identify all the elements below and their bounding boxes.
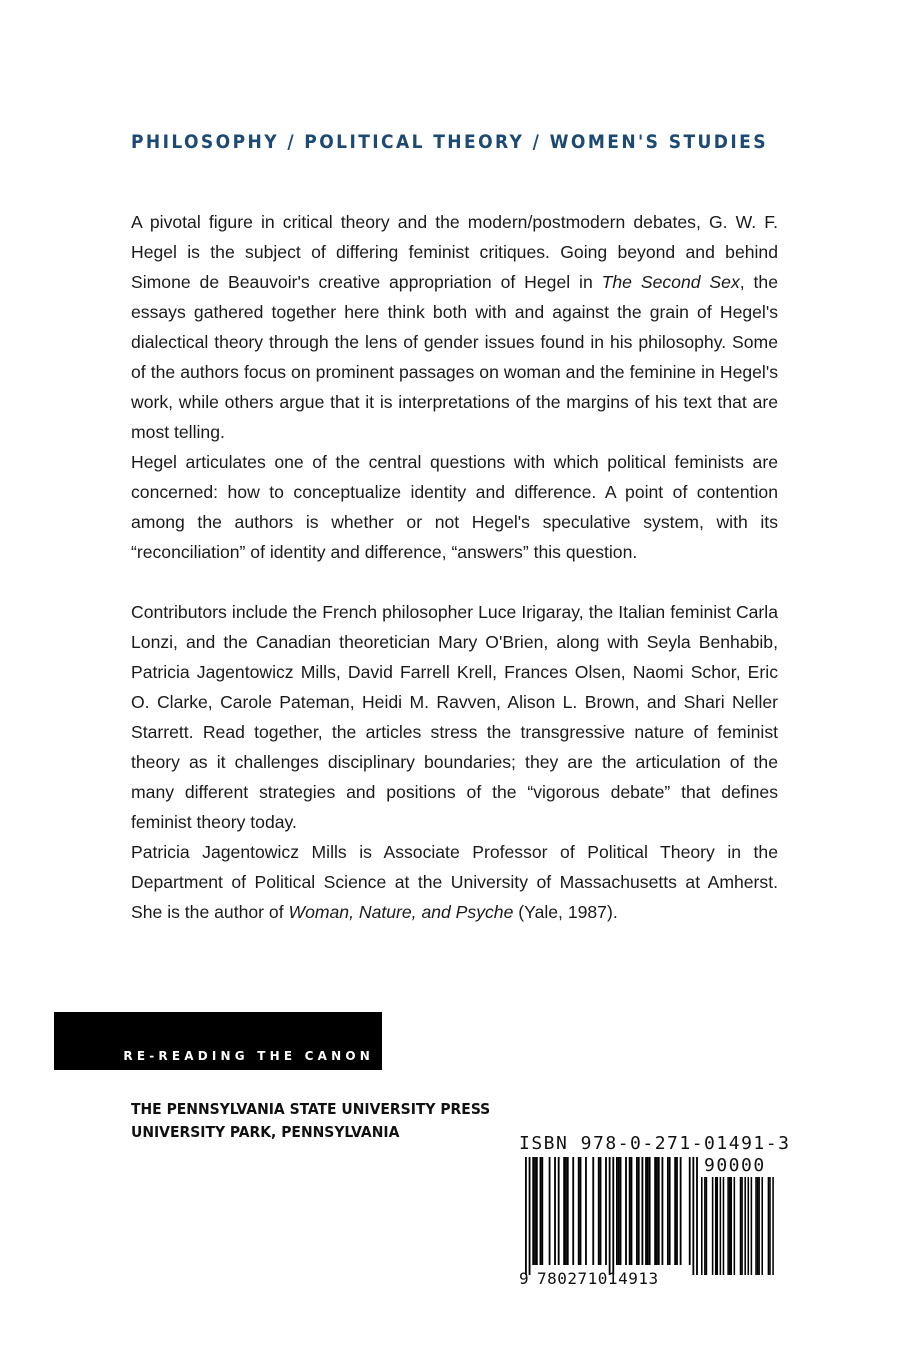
addon-bar — [717, 1177, 719, 1275]
barcode-bar — [625, 1157, 627, 1265]
barcode-bar — [600, 1157, 602, 1265]
barcode-bar — [585, 1157, 587, 1265]
barcode-digits: 780271014913 — [537, 1269, 659, 1288]
barcode-bar — [565, 1157, 567, 1265]
barcode-bar — [563, 1157, 565, 1265]
book-title-the-second-sex: The Second Sex — [601, 272, 740, 292]
barcode-bar — [567, 1157, 569, 1265]
barcode-bar — [636, 1157, 638, 1265]
addon-bar — [729, 1177, 731, 1275]
description-paragraph-2: Hegel articulates one of the central questions with which political feminists are concerned: how to conceptualize identity and difference. A point of contention among the authors is whether or not Hegel's speculative system, with its “reconciliation” of identity and difference, “answers” this question. — [131, 452, 778, 562]
barcode-bar — [609, 1157, 611, 1275]
addon-bar — [768, 1177, 770, 1275]
contributors-paragraph: Contributors include the French philosopher Luce Irigaray, the Italian feminist Carla Lonzi, and the Canadian theoretician Mary O'Brien, along with Seyla Benhabib, Patricia Jagentowicz Mills, David Farrell Krell, Frances Olsen, Naomi Schor, Eric O. Clarke, Carole Pateman, Heidi M. Ravven, Alison L. Brown, and Shari Neller Starrett. Read together, the articles stress the transgressive nature of feminist theory as it challenges disciplinary boundaries; they are the articulation of the many different strategies and positions of the “vigorous debate” that defines feminist theory today. — [131, 602, 778, 832]
barcode-bar — [638, 1157, 640, 1265]
barcode-bar — [578, 1157, 580, 1265]
series-label: RE-READING THE CANON — [123, 1049, 374, 1063]
addon-bar — [751, 1177, 753, 1275]
author-book-title: Woman, Nature, and Psyche — [288, 902, 514, 922]
barcode-bar — [662, 1157, 664, 1265]
price-code: 90000 — [704, 1155, 766, 1176]
barcode-bar — [612, 1157, 614, 1275]
barcode-bar — [676, 1157, 678, 1265]
barcode-bar — [558, 1157, 560, 1265]
addon-bar — [734, 1177, 736, 1275]
barcode-bar — [572, 1157, 574, 1265]
barcode-bar — [618, 1157, 620, 1265]
barcode-lead-digit: 9 — [519, 1269, 529, 1288]
barcode-bar — [647, 1157, 649, 1265]
barcode-bar — [532, 1157, 534, 1265]
addon-bar — [748, 1177, 750, 1275]
addon-bar — [712, 1177, 714, 1275]
barcode-bar — [540, 1157, 542, 1265]
barcode-bar — [592, 1157, 594, 1265]
publisher-imprint — [131, 1098, 490, 1144]
barcode-bar — [689, 1157, 691, 1265]
barcode-bar — [658, 1157, 660, 1265]
addon-bar — [723, 1177, 725, 1275]
barcode-bar — [656, 1157, 658, 1265]
barcode-bar — [641, 1157, 643, 1265]
barcode-bar — [692, 1157, 694, 1275]
description-paragraph-1: A pivotal figure in critical theory and the modern/postmodern debates, G. W. F. Hegel is the subject of differing feminist critiques. Going beyond and behind Simone de Beauvoir's creative appropriation of Hegel in The Second Sex, the essays gathered together here think both with and against the grain of Hegel's dialectical theory through the lens of gender issues found in his philosophy. Some of the authors focus on prominent passages on woman and the feminine in Hegel's work, while others argue that it is interpretations of the margins of his text that are most telling. — [131, 212, 778, 442]
category-heading: PHILOSOPHY / POLITICAL THEORY / WOMEN'S STUDIES — [131, 131, 768, 153]
barcode-bar — [674, 1157, 676, 1265]
barcode-bar — [580, 1157, 582, 1265]
addon-bar — [758, 1177, 760, 1275]
addon-bar — [727, 1177, 729, 1275]
addon-bar — [720, 1177, 722, 1275]
barcode-bar — [605, 1157, 607, 1265]
isbn-label: ISBN 978-0-271-01491-3 — [519, 1133, 791, 1154]
barcode-bar — [654, 1157, 656, 1265]
addon-bar — [755, 1177, 757, 1275]
addon-bar — [757, 1177, 759, 1275]
barcode-bar — [536, 1157, 538, 1265]
barcode-bar — [598, 1157, 600, 1265]
publisher-name: THE PENNSYLVANIA STATE UNIVERSITY PRESS — [131, 1100, 491, 1118]
barcode-bar — [649, 1157, 651, 1265]
barcode-bar — [669, 1157, 671, 1265]
barcode-bar — [696, 1157, 698, 1275]
barcode-bar — [680, 1157, 682, 1265]
addon-bar — [741, 1177, 743, 1275]
barcode-bar — [616, 1157, 618, 1265]
barcode-bar — [541, 1157, 543, 1265]
series-banner — [54, 1012, 382, 1070]
addon-bar — [704, 1177, 706, 1275]
addon-bar — [730, 1177, 732, 1275]
author-bio: Patricia Jagentowicz Mills is Associate Professor of Political Theory in the Department of Political Science at the University of Massachusetts at Amherst. She is the author of Woman, Nature, and Psyche (Yale, 1987). — [131, 842, 778, 922]
isbn-barcode — [505, 1133, 791, 1293]
barcode-bar — [667, 1157, 669, 1265]
barcode-bar — [534, 1157, 536, 1265]
addon-bar — [706, 1177, 708, 1275]
addon-bar — [740, 1177, 742, 1275]
addon-bar — [761, 1177, 763, 1275]
barcode-bar — [629, 1157, 631, 1265]
addon-bar — [715, 1177, 717, 1275]
publisher-location: UNIVERSITY PARK, PENNSYLVANIA — [131, 1123, 400, 1141]
addon-bar — [744, 1177, 746, 1275]
barcode-bar — [631, 1157, 633, 1265]
barcode-bar — [620, 1157, 622, 1265]
barcode-bar — [529, 1157, 531, 1275]
addon-bar — [701, 1177, 703, 1275]
barcode-bar — [549, 1157, 551, 1265]
barcode-bar — [525, 1157, 527, 1275]
barcode-bar — [554, 1157, 556, 1265]
addon-bar — [769, 1177, 771, 1275]
barcode-bar — [645, 1157, 647, 1265]
addon-bar — [772, 1177, 774, 1275]
